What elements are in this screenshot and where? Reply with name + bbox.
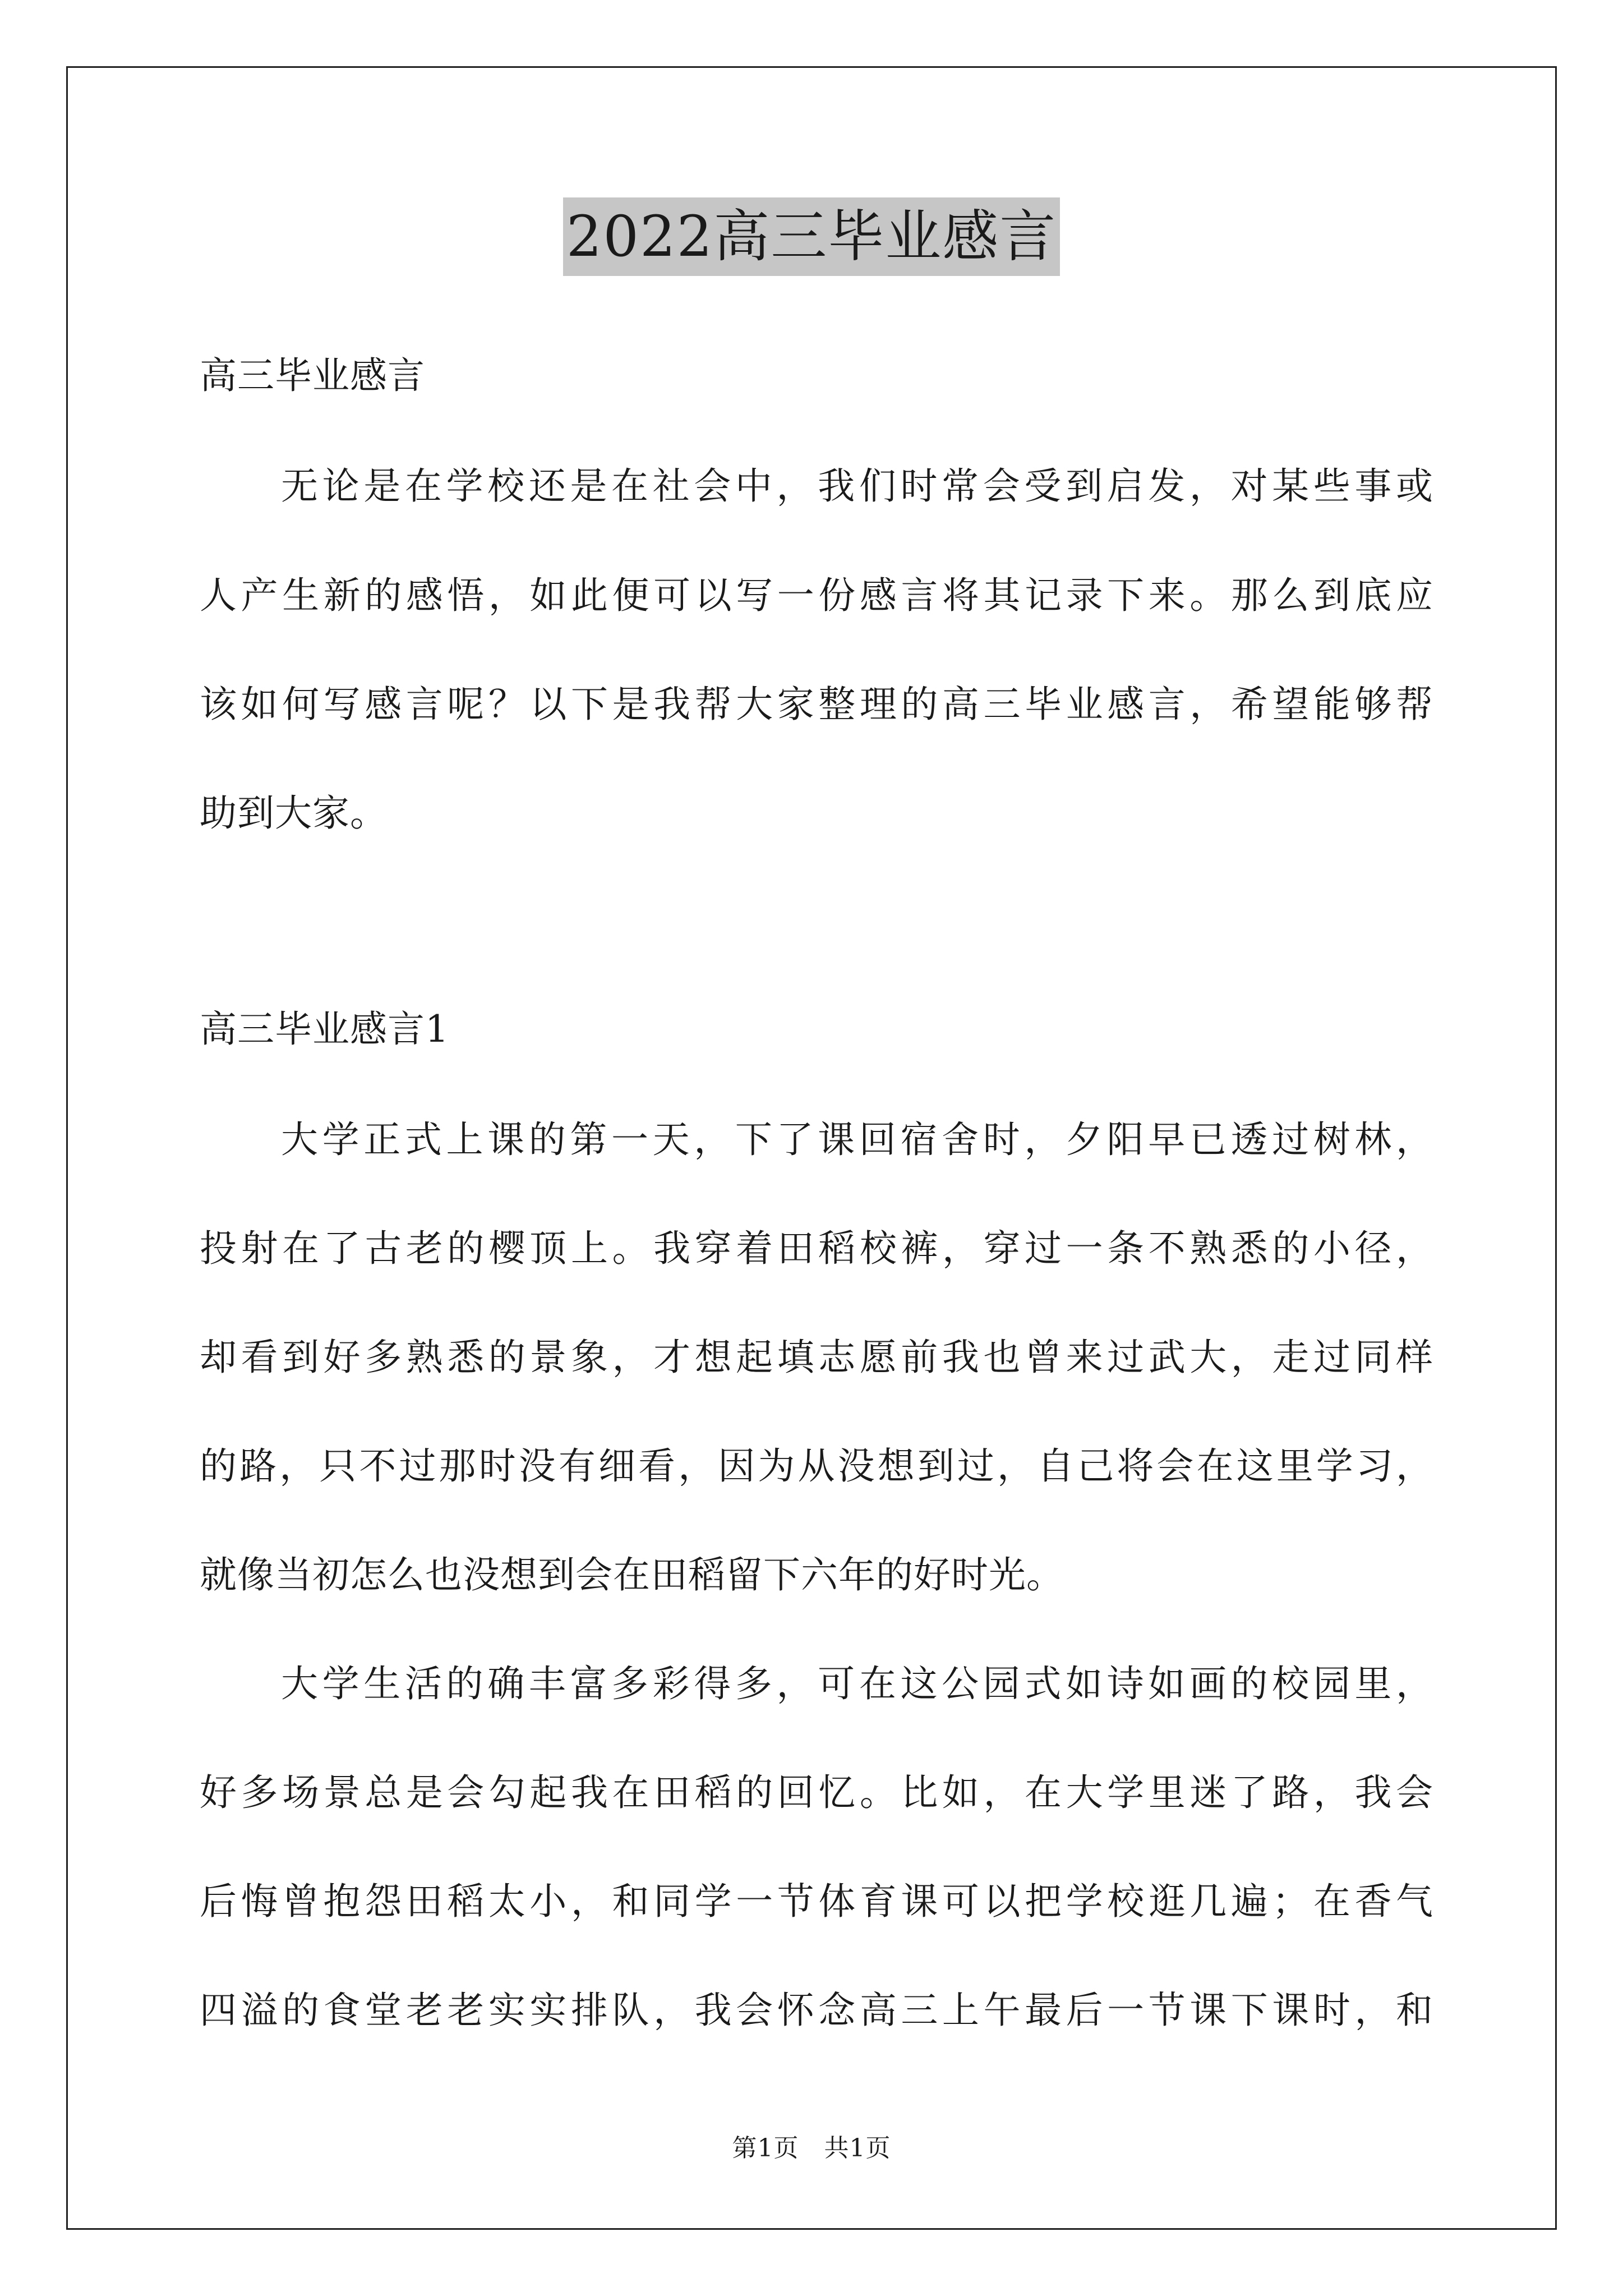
paragraph-line: 却看到好多熟悉的景象，才想起填志愿前我也曾来过武大，走过同样 bbox=[200, 1336, 1433, 1379]
paragraph-line: 四溢的食堂老老实实排队，我会怀念高三上午最后一节课下课时，和 bbox=[200, 1989, 1433, 2032]
paragraph-line: 好多场景总是会勾起我在田稻的回忆。比如，在大学里迷了路，我会 bbox=[200, 1771, 1433, 1814]
paragraph-line: 助到大家。 bbox=[200, 792, 388, 835]
paragraph-line: 投射在了古老的樱顶上。我穿着田稻校裤，穿过一条不熟悉的小径， bbox=[200, 1227, 1433, 1270]
section-heading: 高三毕业感言1 bbox=[200, 1007, 449, 1051]
paragraph-line: 就像当初怎么也没想到会在田稻留下六年的好时光。 bbox=[200, 1553, 1064, 1596]
document-title: 2022高三毕业感言 bbox=[563, 197, 1061, 276]
paragraph-line: 人产生新的感悟，如此便可以写一份感言将其记录下来。那么到底应 bbox=[200, 574, 1433, 617]
paragraph-line: 大学生活的确丰富多彩得多，可在这公园式如诗如画的校园里， bbox=[281, 1662, 1433, 1705]
page-number-footer: 第1页 共1页 bbox=[732, 2134, 891, 2162]
paragraph-line: 无论是在学校还是在社会中，我们时常会受到启发，对某些事或 bbox=[281, 464, 1433, 508]
section-heading: 高三毕业感言 bbox=[200, 354, 425, 397]
paragraph-line: 该如何写感言呢？以下是我帮大家整理的高三毕业感言，希望能够帮 bbox=[200, 683, 1433, 726]
paragraph-line: 大学正式上课的第一天，下了课回宿舍时，夕阳早已透过树林， bbox=[281, 1118, 1433, 1161]
paragraph-line: 后悔曾抱怨田稻太小，和同学一节体育课可以把学校逛几遍；在香气 bbox=[200, 1880, 1433, 1923]
paragraph-line: 的路，只不过那时没有细看，因为从没想到过，自己将会在这里学习， bbox=[200, 1444, 1433, 1488]
title-container bbox=[0, 197, 1623, 276]
